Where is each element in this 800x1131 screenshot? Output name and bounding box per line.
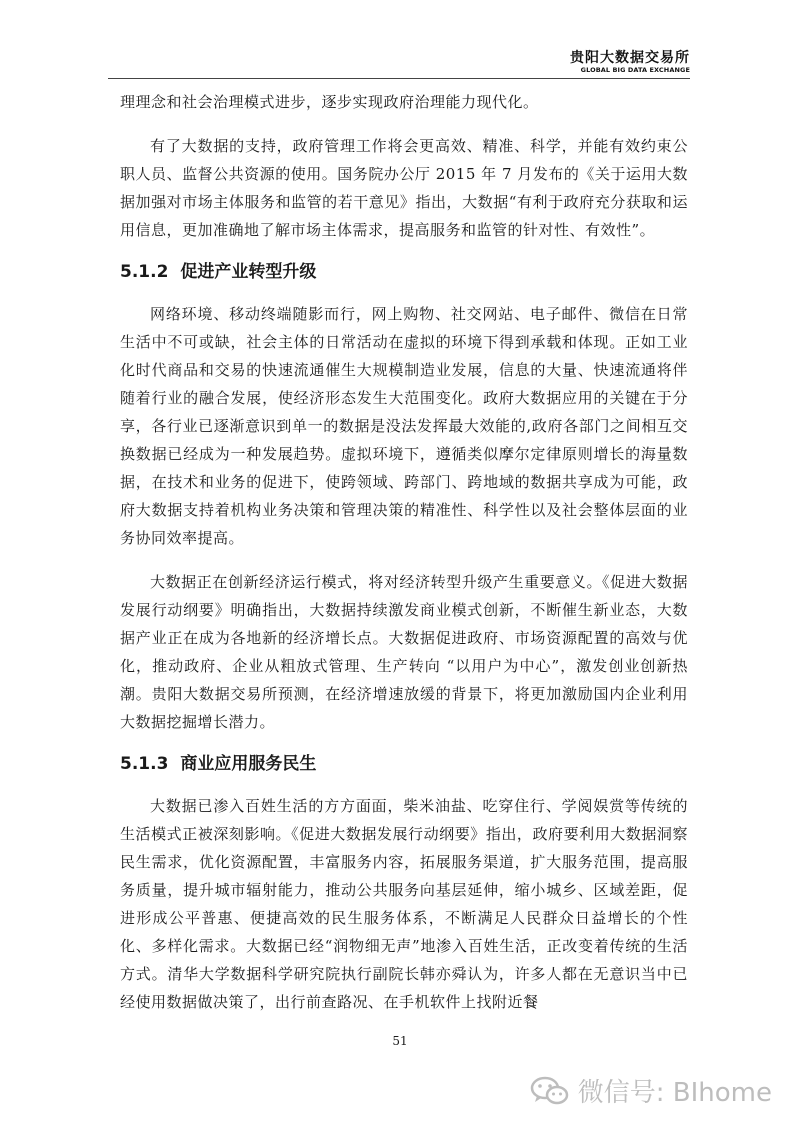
header-divider — [108, 78, 690, 79]
page-body — [120, 88, 688, 1016]
section-number: 5.1.2 — [120, 262, 169, 282]
paragraph: 有了大数据的支持，政府管理工作将会更高效、精准、科学，并能有效约束公职人员、监督公共资源的使用。国务院办公厅 2015 年 7 月发布的《关于运用大数据加强对市场主体服务和监管的若干意见》指出，大数据“有利于政府充分获取和运用信息，更加准确地了解市场主体需求，提高服务和监管的针对性、有效性”。 — [120, 137, 688, 239]
brand-name-en: GLOBAL BIG DATA EXCHANGE — [580, 66, 690, 74]
section-number: 5.1.3 — [120, 754, 169, 774]
paragraph: 网络环境、移动终端随影而行，网上购物、社交网站、电子邮件、微信在日常生活中不可或缺，社会主体的日常活动在虚拟的环境下得到承载和体现。正如工业化时代商品和交易的快速流通催生大规模制造业发展，信息的大量、快速流通将伴随着行业的融合发展，使经济形态发生大范围变化。政府大数据应用的关键在于分享，各行业已逐渐意识到单一的数据是没法发挥最大效能的,政府各部门之间相互交换数据已经成为一种发展趋势。虚拟环境下，遵循类似摩尔定律原则增长的海量数据，在技术和业务的促进下，使跨领域、跨部门、跨地域的数据共享成为可能，政府大数据支持着机构业务决策和管理决策的精准性、科学性以及社会整体层面的业务协同效率提高。 — [120, 305, 688, 547]
watermark — [530, 1072, 772, 1109]
watermark-text: 微信号: BIhome — [577, 1078, 772, 1108]
paragraph: 大数据已渗入百姓生活的方方面面，柴米油盐、吃穿住行、学阅娱赏等传统的生活模式正被深刻影响。《促进大数据发展行动纲要》指出，政府要利用大数据洞察民生需求，优化资源配置，丰富服务内容，拓展服务渠道，扩大服务范围，提高服务质量，提升城市辐射能力，推动公共服务向基层延伸，缩小城乡、区域差距，促进形成公平普惠、便捷高效的民生服务体系，不断满足人民群众日益增长的个性化、多样化需求。大数据已经“润物细无声”地渗入百姓生活，正改变着传统的生活方式。清华大学数据科学研究院执行副院长韩亦舜认为，许多人都在无意识当中已经使用数据做决策了，出行前查路况、在手机软件上找附近餐 — [120, 797, 688, 1011]
section-heading-5-1-3 — [120, 750, 688, 778]
brand-logo — [570, 50, 690, 74]
section-title: 商业应用服务民生 — [180, 754, 317, 774]
section-heading-5-1-2 — [120, 258, 688, 286]
page-number: 51 — [392, 1034, 408, 1048]
brand-name-cn: 贵阳大数据交易所 — [570, 50, 690, 66]
wechat-icon — [530, 1075, 570, 1107]
paragraph-continued: 理理念和社会治理模式进步，逐步实现政府治理能力现代化。 — [120, 93, 539, 111]
section-title: 促进产业转型升级 — [180, 262, 317, 282]
paragraph: 大数据正在创新经济运行模式，将对经济转型升级产生重要意义。《促进大数据发展行动纲要》明确指出，大数据持续激发商业模式创新，不断催生新业态，大数据产业正在成为各地新的经济增长点。大数据促进政府、市场资源配置的高效与优化，推动政府、企业从粗放式管理、生产转向 “以用户为中心”，激发创业创新热潮。贵阳大数据交易所预测，在经济增速放缓的背景下，将更加激励国内企业利用大数据挖掘增长潜力。 — [120, 573, 688, 731]
